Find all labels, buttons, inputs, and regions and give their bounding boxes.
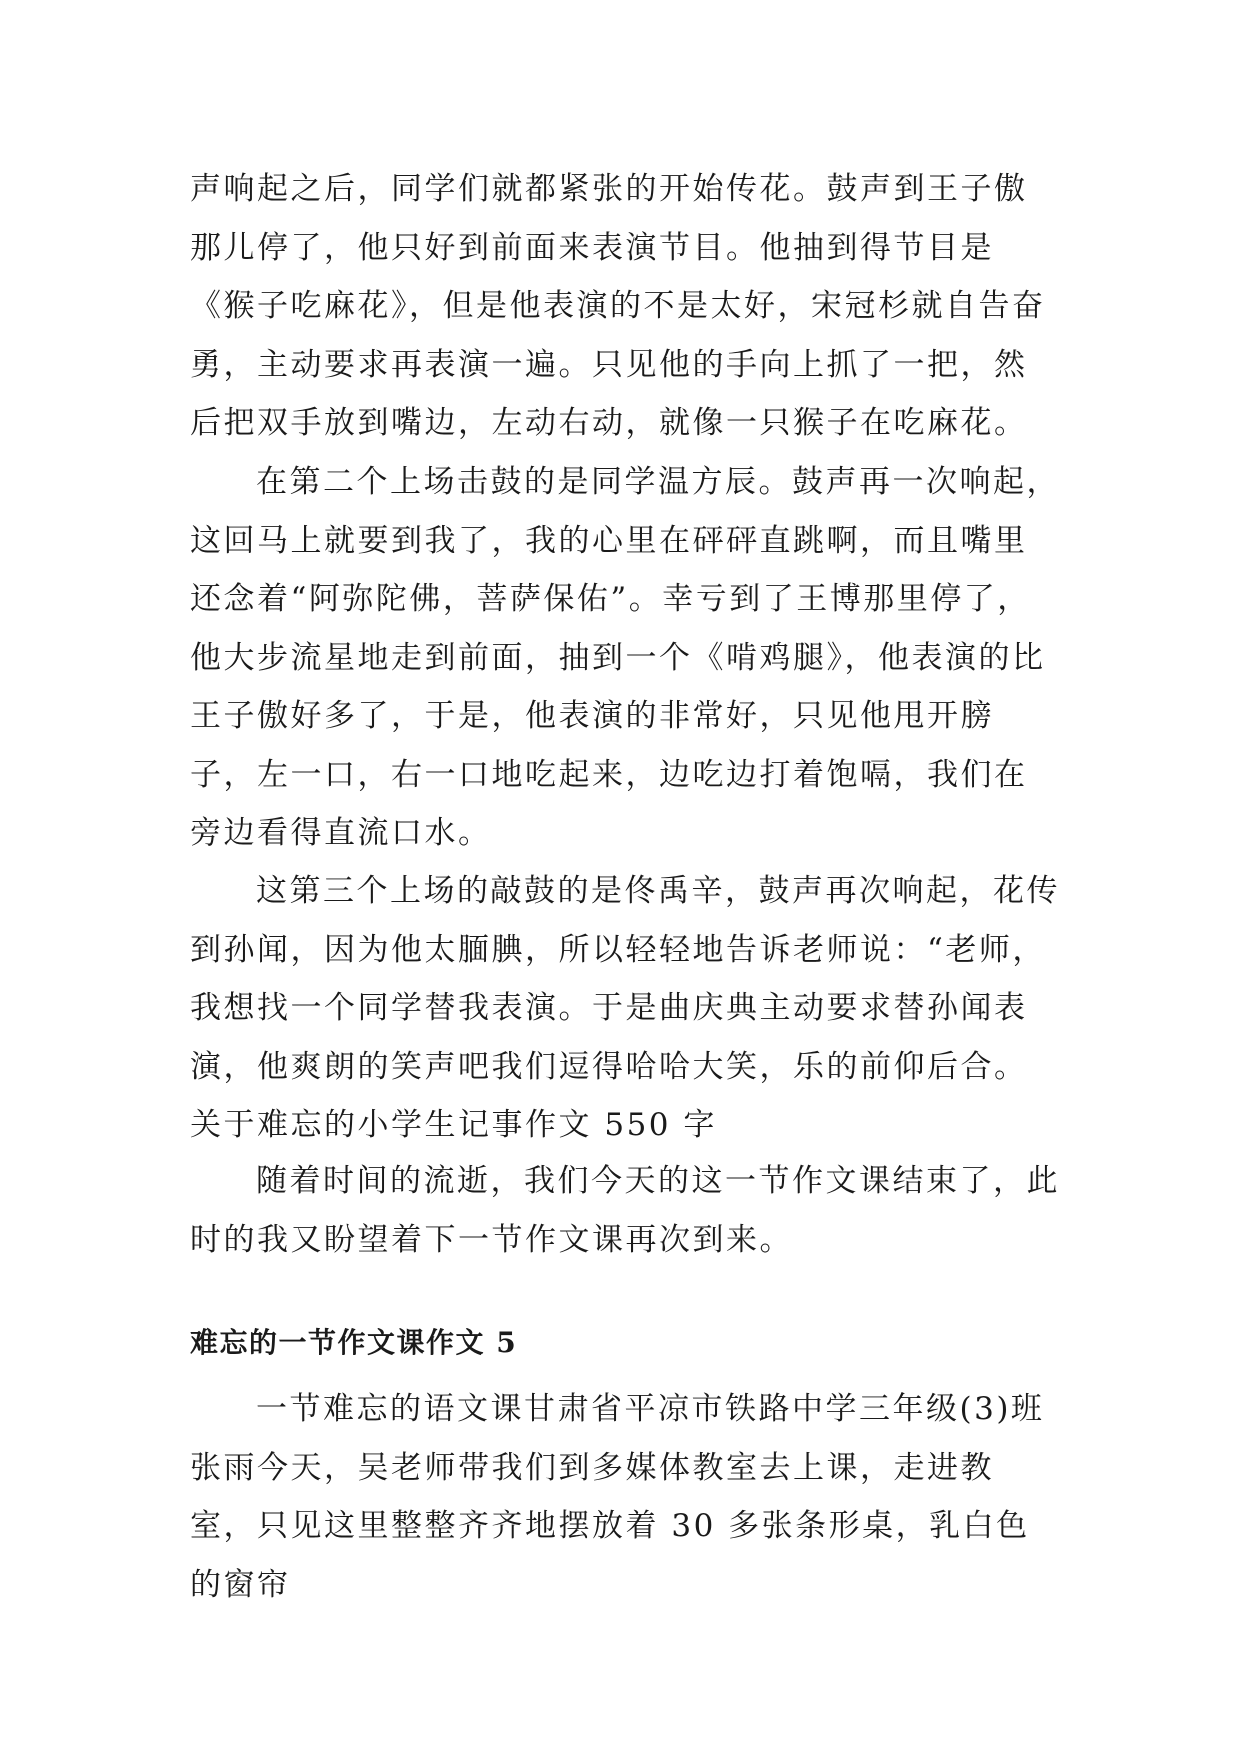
paragraph-2: 在第二个上场击鼓的是同学温方辰。鼓声再一次响起，这回马上就要到我了，我的心里在砰砰直跳啊，而且嘴里还念着“阿弥陀佛，菩萨保佑”。幸亏到了王博那里停了，他大步流星地走到前面，抽到一个《啃鸡腿》，他表演的比王子傲好多了，于是，他表演的非常好，只见他甩开膀子，左一口，右一口地吃起来，边吃边打着饱嗝，我们在旁边看得直流口水。 xyxy=(190,464,1060,851)
section-heading: 难忘的一节作文课作文 5 xyxy=(190,1326,518,1359)
paragraph-3: 这第三个上场的敲鼓的是佟禹辛，鼓声再次响起，花传到孙闻，因为他太腼腆，所以轻轻地告诉老师说：“老师，我想找一个同学替我表演。于是曲庆典主动要求替孙闻表演，他爽朗的笑声吧我们逗得哈哈大笑，乐的前仰后合。关于难忘的小学生记事作文 550 字 xyxy=(190,873,1060,1143)
paragraph-4: 随着时间的流逝，我们今天的这一节作文课结束了，此时的我又盼望着下一节作文课再次到来。 xyxy=(190,1163,1060,1258)
paragraph-1: 声响起之后，同学们就都紧张的开始传花。鼓声到王子傲那儿停了，他只好到前面来表演节目。他抽到得节目是《猴子吃麻花》，但是他表演的不是太好，宋冠杉就自告奋勇，主动要求再表演一遍。只见他的手向上抓了一把，然后把双手放到嘴边，左动右动，就像一只猴子在吃麻花。 xyxy=(190,171,1046,441)
section-paragraph: 一节难忘的语文课甘肃省平凉市铁路中学三年级(3)班张雨今天，吴老师带我们到多媒体教室去上课，走进教室，只见这里整整齐齐地摆放着 30 多张条形桌，乳白色的窗帘 xyxy=(190,1391,1045,1603)
